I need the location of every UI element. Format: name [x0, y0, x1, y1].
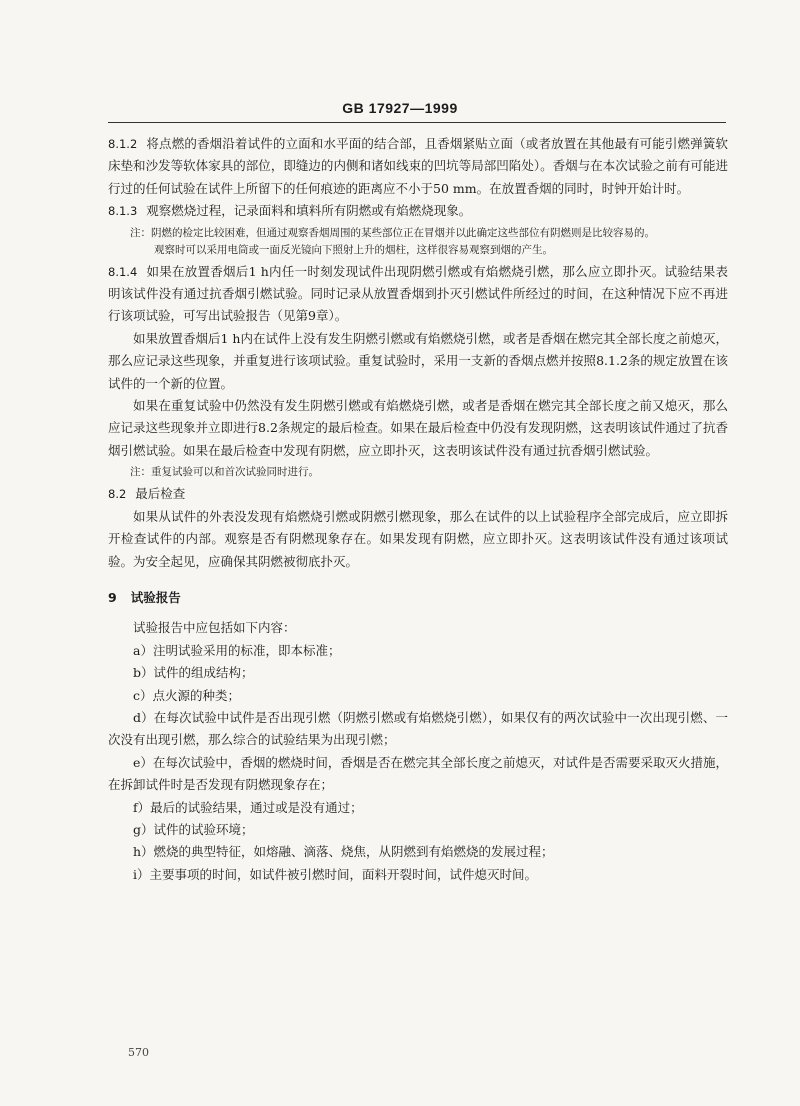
clause-8-2-heading — [108, 483, 728, 505]
clause-number: 8.1.3 — [108, 204, 138, 219]
clause-number: 8.2 — [108, 487, 127, 502]
note-line: 注：阴燃的检定比较困难，但通过观察香烟周围的某些部位正在冒烟并以此确定这些部位有阴燃则是比较容易的。 — [130, 226, 655, 239]
clause-8-1-4 — [108, 261, 728, 328]
header-rule — [108, 122, 726, 123]
clause-8-1-3 — [108, 200, 728, 222]
report-intro: 试验报告中应包括如下内容： — [133, 620, 296, 636]
note-smoldering — [108, 225, 728, 259]
note-line: 观察时可以采用电筒或一面反光镜向下照射上升的烟柱，这样很容易观察到烟的产生。 — [154, 243, 553, 256]
list-item: a）注明试验采用的标准，即本标准； — [133, 642, 341, 658]
list-item: h）燃烧的典型特征，如熔融、滴落、烧焦，从阴燃到有焰燃烧的发展过程； — [133, 844, 554, 860]
list-item: i）主要事项的时间，如试件被引燃时间，面料开裂时间，试件熄灭时间。 — [133, 866, 537, 882]
section-number: 9 — [108, 589, 117, 605]
list-item: c）点火源的种类； — [133, 687, 241, 703]
clause-text: 将点燃的香烟沿着试件的立面和水平面的结合部，且香烟紧贴立面（或者放置在其他最有可能引燃弹簧软床垫和沙发等软体家具的部位，即缝边的内侧和诸如线束的凹坑等局部凹陷处）。香烟与在本次试验之前有可能进行过的任何试验在试件上所留下的任何痕迹的距离应不小于50 mm。在放置香烟的同时，时钟开始计时。 — [108, 136, 728, 196]
list-item: d）在每次试验中试件是否出现引燃（阴燃引燃或有焰燃烧引燃），如果仅有的两次试验中一次出现引燃、一次没有出现引燃，那么综合的试验结果为出现引燃； — [108, 709, 728, 748]
clause-8-1-2 — [108, 133, 728, 200]
clause-number: 8.1.4 — [108, 264, 138, 279]
clause-text: 观察燃烧过程，记录面料和填料所有阴燃或有焰燃烧现象。 — [146, 203, 472, 219]
clause-title: 最后检查 — [135, 486, 186, 502]
clause-number: 8.1.2 — [108, 137, 138, 151]
note-repeat-test — [108, 464, 728, 481]
note-line: 注：重复试验可以和首次试验同时进行。 — [130, 466, 319, 479]
report-items-list — [108, 640, 728, 886]
page-number: 570 — [128, 1046, 149, 1059]
paragraph: 如果在重复试验中仍然没有发生阴燃引燃或有焰燃烧引燃，或者是香烟在燃完其全部长度之前又熄灭，那么应记录这些现象并立即进行8.2条规定的最后检查。如果在最后检查中仍没有发现阴燃，这表明该试件通过了抗香烟引燃试验。如果在最后检查中发现有阴燃，应立即扑灭，这表明该试件没有通过抗香烟引燃试验。 — [108, 398, 728, 458]
paragraph: 如果放置香烟后1 h内在试件上没有发生阴燃引燃或有焰燃烧引燃，或者是香烟在燃完其全部长度之前熄灭，那么应记录这些现象，并重复进行该项试验。重复试验时，采用一支新的香烟点燃并按照8.1.2条的规定放置在该试件的一个新的位置。 — [108, 330, 728, 391]
paragraph: 如果从试件的外表没发现有焰燃烧引燃或阴燃引燃现象，那么在试件的以上试验程序全部完成后，应立即拆开检查试件的内部。观察是否有阴燃现象存在。如果发现有阴燃，应立即扑灭。这表明该试件没有通过该项试验。为安全起见，应确保其阴燃被彻底扑灭。 — [108, 508, 728, 569]
list-item: f）最后的试验结果，通过或是没有通过； — [133, 799, 363, 815]
clause-text: 如果在放置香烟后1 h内任一时刻发现试件出现阴燃引燃或有焰燃烧引燃，那么应立即扑灭。试验结果表明该试件没有通过抗香烟引燃试验。同时记录从放置香烟到扑灭引燃试件所经过的时间，在这种情况下应不再进行该项试验，可写出试验报告（见第9章）。 — [108, 263, 728, 324]
section-title: 试验报告 — [130, 589, 181, 605]
page-body — [108, 133, 728, 886]
list-item: e）在每次试验中，香烟的燃烧时间，香烟是否在燃完其全部长度之前熄灭，对试件是否需要采取灭火措施，在拆卸试件时是否发现有阴燃现象存在； — [108, 754, 728, 793]
list-item: b）试件的组成结构； — [133, 665, 254, 681]
section-9-heading — [108, 587, 728, 609]
list-item: g）试件的试验环境； — [133, 821, 254, 837]
standard-header: GB 17927—1999 — [342, 100, 458, 116]
